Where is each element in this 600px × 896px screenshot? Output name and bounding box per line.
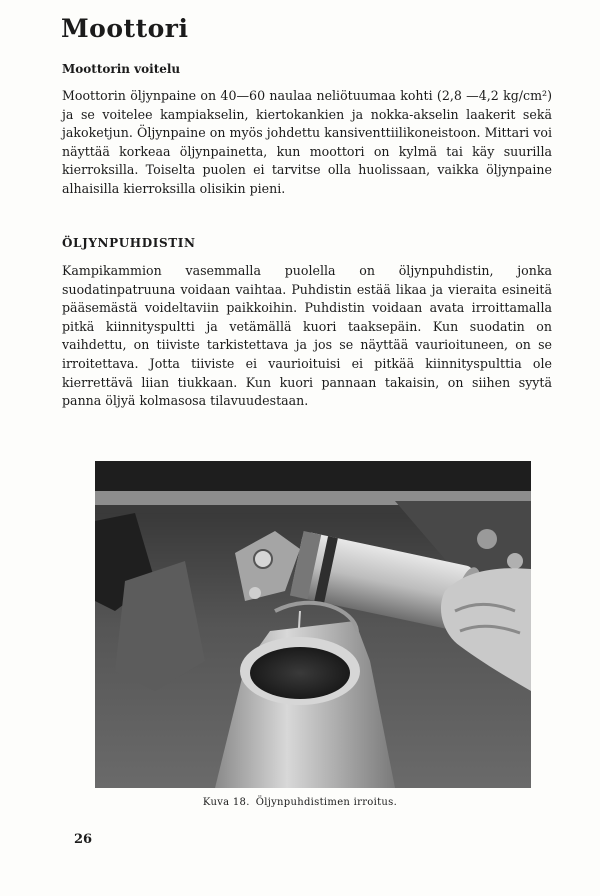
- figure-photo: [95, 461, 531, 788]
- figure-label: Kuva 18.: [202, 797, 250, 808]
- section-heading: ÖLJYNPUHDISTIN: [62, 236, 196, 250]
- paragraph-oil-filter: Kampikammion vasemmalla puolella on öljynpuhdistin, jonka suodatinpatruuna voidaan vaihtaa. Puhdistin estää likaa ja vieraita esineitä pääsemästä voideltaviin paikkoihin. Puhdistin voidaan avata irroittamalla pitkä kiinnityspultti ja vetämällä kuori taaksepäin. Kun suodatin on vaihdettu, on tiiviste tarkistettava ja jos se näyttää vaurioituneen, on se irroitettava. Jotta tiiviste ei vaurioituisi ei pitkää kiinnityspulttia ole kierrettävä liian tiukkaan. Kun kuori pannaan takaisin, on siihen syytä panna öljyä kolmasosa tilavuudestaan.: [62, 263, 552, 409]
- oil-filter-photo-illustration: [95, 461, 531, 788]
- page-number: 26: [74, 832, 93, 847]
- figure-caption-text: Öljynpuhdistimen irroitus.: [255, 797, 398, 808]
- page-title: Moottori: [61, 14, 189, 43]
- figure-caption: [0, 797, 600, 808]
- subsection-heading: Moottorin voitelu: [62, 62, 181, 76]
- paragraph-lubrication: Moottorin öljynpaine on 40—60 naulaa neliötuumaa kohti (2,8 —4,2 kg/cm²) ja se voitelee kampiakselin, kiertokankien ja nokka-akselin laakerit sekä jakoketjun. Öljynpaine on myös johdettu kansiventtiilikoneistoon. Mittari voi näyttää korkeaa öljynpainetta, kun moottori on kylmä tai käy suurilla kierroksilla. Toiselta puolen ei tarvitse olla huolissaan, vaikka öljynpaine alhaisilla kierroksilla olisikin pieni.: [62, 88, 552, 196]
